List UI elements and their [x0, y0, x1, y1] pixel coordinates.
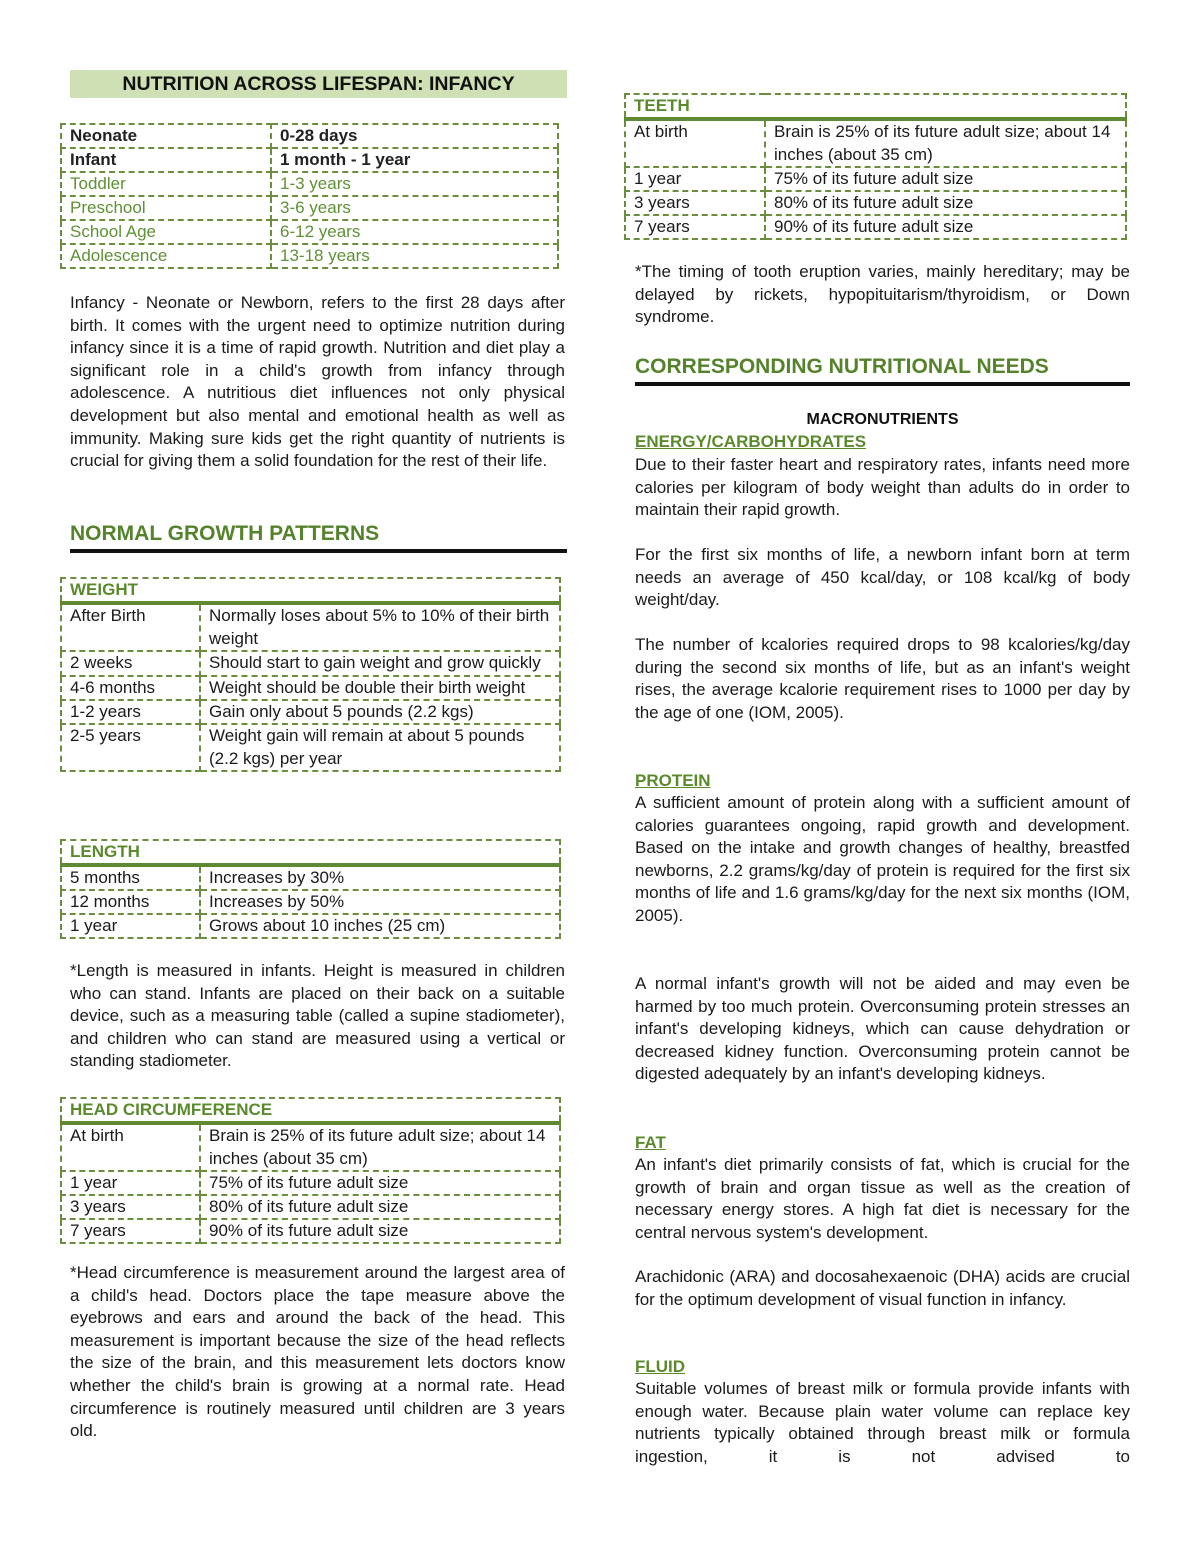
- stage-name: School Age: [61, 220, 271, 244]
- protein-paragraph-1: A sufficient amount of protein along with a sufficient amount of calories guarantees ongoing, rapid growth and development. Based on the intake and growth changes of healthy, breastfed newborns, 2.2 grams/kg/day of protein is required for the first six months of life and 1.6 grams/kg/day for the next six months (IOM, 2005).: [635, 793, 1130, 925]
- row-age: 3 years: [625, 191, 765, 215]
- energy-paragraph-1: Due to their faster heart and respiratory rates, infants need more calories per kilogram of body weight than adults do in order to maintain their rapid growth.: [635, 455, 1130, 520]
- stage-range: 1-3 years: [271, 172, 558, 196]
- teeth-table: [624, 93, 1127, 240]
- row-age: 3 years: [61, 1195, 200, 1219]
- table-row: [625, 167, 1126, 191]
- macronutrients-heading: MACRONUTRIENTS: [806, 411, 959, 428]
- row-desc: 80% of its future adult size: [200, 1195, 560, 1219]
- row-desc: Grows about 10 inches (25 cm): [200, 914, 560, 938]
- stage-name: Preschool: [61, 196, 271, 220]
- weight-table: [60, 577, 561, 772]
- energy-heading: ENERGY/CARBOHYDRATES: [635, 432, 867, 451]
- row-age: 1 year: [61, 914, 200, 938]
- stage-name: Adolescence: [61, 244, 271, 268]
- table-row: [61, 865, 560, 890]
- row-desc: Brain is 25% of its future adult size; about 14 inches (about 35 cm): [765, 119, 1126, 167]
- table-row: [61, 724, 560, 771]
- row-desc: Increases by 30%: [200, 865, 560, 890]
- teeth-note: *The timing of tooth eruption varies, mainly hereditary; may be delayed by rickets, hypopituitarism/thyroidism, or Down syndrome.: [635, 262, 1130, 327]
- table-row: [61, 148, 558, 172]
- table-header-row: [61, 1098, 560, 1123]
- row-desc: 90% of its future adult size: [765, 215, 1126, 239]
- table-row: [61, 172, 558, 196]
- row-age: At birth: [61, 1123, 200, 1171]
- row-desc: 80% of its future adult size: [765, 191, 1126, 215]
- table-row: [61, 676, 560, 701]
- row-desc: Increases by 50%: [200, 890, 560, 914]
- row-age: At birth: [625, 119, 765, 167]
- page-title: NUTRITION ACROSS LIFESPAN: INFANCY: [70, 70, 567, 98]
- age-stages-table: [60, 123, 559, 269]
- stage-range: 6-12 years: [271, 220, 558, 244]
- table-row: [625, 215, 1126, 239]
- table-row: [61, 890, 560, 914]
- stage-name: Toddler: [61, 172, 271, 196]
- row-age: After Birth: [61, 603, 200, 651]
- stage-name: Infant: [61, 148, 271, 172]
- table-row: [61, 1219, 560, 1243]
- teeth-header: TEETH: [625, 94, 1126, 119]
- row-age: 1-2 years: [61, 700, 200, 724]
- fat-paragraph-2: Arachidonic (ARA) and docosahexaenoic (DHA) acids are crucial for the optimum development of visual function in infancy.: [635, 1267, 1130, 1309]
- head-note: *Head circumference is measurement around the largest area of a child's head. Doctors place the tape measure above the eyebrows and ears and around the back of the head. This measurement is important because the size of the head reflects the size of the brain, and this measurement lets doctors know whether the child's brain is growing at a normal rate. Head circumference is routinely measured until children are 3 years old.: [70, 1263, 565, 1441]
- table-row: [625, 119, 1126, 167]
- row-age: 5 months: [61, 865, 200, 890]
- stage-range: 13-18 years: [271, 244, 558, 268]
- row-desc: Brain is 25% of its future adult size; about 14 inches (about 35 cm): [200, 1123, 560, 1171]
- row-desc: Normally loses about 5% to 10% of their birth weight: [200, 603, 560, 651]
- protein-heading: PROTEIN: [635, 771, 711, 790]
- energy-paragraph-2: For the first six months of life, a newborn infant born at term needs an average of 450 kcal/day, or 108 kcal/kg of body weight/day.: [635, 545, 1130, 610]
- energy-paragraph-3: The number of kcalories required drops to 98 kcalories/kg/day during the second six months of life, but as an infant's weight rises, the average kcalorie requirement rises to 1000 per day by the age of one (IOM, 2005).: [635, 635, 1130, 722]
- row-desc: 75% of its future adult size: [765, 167, 1126, 191]
- table-row: [61, 196, 558, 220]
- row-age: 4-6 months: [61, 676, 200, 701]
- weight-header: WEIGHT: [61, 578, 560, 603]
- table-row: [61, 244, 558, 268]
- table-row: [61, 1123, 560, 1171]
- row-age: 7 years: [625, 215, 765, 239]
- row-age: 1 year: [61, 1171, 200, 1195]
- table-row: [61, 700, 560, 724]
- growth-heading: NORMAL GROWTH PATTERNS: [70, 522, 567, 553]
- stage-range: 3-6 years: [271, 196, 558, 220]
- length-header: LENGTH: [61, 840, 560, 865]
- row-desc: Weight gain will remain at about 5 pounds (2.2 kgs) per year: [200, 724, 560, 771]
- table-row: [61, 124, 558, 148]
- row-age: 7 years: [61, 1219, 200, 1243]
- protein-paragraph-2: A normal infant's growth will not be aided and may even be harmed by too much protein. Overconsuming protein stresses an infant's developing kidneys, which can cause dehydration or decreased kidney function. Overconsuming protein cannot be digested adequately by an infant's developing kidneys.: [635, 974, 1130, 1084]
- row-age: 2-5 years: [61, 724, 200, 771]
- table-row: [61, 220, 558, 244]
- table-header-row: [625, 94, 1126, 119]
- row-desc: Gain only about 5 pounds (2.2 kgs): [200, 700, 560, 724]
- length-table: [60, 839, 561, 939]
- head-circumference-table: [60, 1097, 561, 1244]
- stage-range: 0-28 days: [271, 124, 558, 148]
- fluid-heading: FLUID: [635, 1357, 686, 1376]
- row-desc: Should start to gain weight and grow quickly: [200, 651, 560, 676]
- intro-paragraph: Infancy - Neonate or Newborn, refers to the first 28 days after birth. It comes with the urgent need to optimize nutrition during infancy since it is a time of rapid growth. Nutrition and diet play a significant role in a child's growth from infancy through adolescence. A nutritious diet influences not only physical development but also mental and emotional health as well as immunity. Making sure kids get the right quantity of nutrients is crucial for giving them a solid foundation for the rest of their life.: [70, 293, 565, 471]
- table-row: [61, 914, 560, 938]
- table-row: [61, 651, 560, 676]
- stage-name: Neonate: [61, 124, 271, 148]
- table-row: [61, 603, 560, 651]
- table-row: [61, 1171, 560, 1195]
- row-age: 12 months: [61, 890, 200, 914]
- needs-heading: CORRESPONDING NUTRITIONAL NEEDS: [635, 355, 1130, 386]
- stage-range: 1 month - 1 year: [271, 148, 558, 172]
- table-row: [625, 191, 1126, 215]
- row-desc: Weight should be double their birth weight: [200, 676, 560, 701]
- row-desc: 90% of its future adult size: [200, 1219, 560, 1243]
- table-header-row: [61, 840, 560, 865]
- table-header-row: [61, 578, 560, 603]
- fluid-paragraph-1: Suitable volumes of breast milk or formula provide infants with enough water. Because plain water volume can replace key nutrients typically obtained through breast milk or formula ingestion, it is not advised to: [635, 1379, 1130, 1466]
- table-row: [61, 1195, 560, 1219]
- row-age: 2 weeks: [61, 651, 200, 676]
- row-desc: 75% of its future adult size: [200, 1171, 560, 1195]
- row-age: 1 year: [625, 167, 765, 191]
- head-header: HEAD CIRCUMFERENCE: [61, 1098, 560, 1123]
- length-note: *Length is measured in infants. Height is measured in children who can stand. Infants are placed on their back on a suitable device, such as a measuring table (called a supine stadiometer), and children who can stand are measured using a vertical or standing stadiometer.: [70, 961, 565, 1071]
- fat-paragraph-1: An infant's diet primarily consists of fat, which is crucial for the growth of brain and organ tissue as well as the creation of necessary energy stores. A high fat diet is necessary for the central nervous system's development.: [635, 1155, 1130, 1242]
- fat-heading: FAT: [635, 1133, 666, 1152]
